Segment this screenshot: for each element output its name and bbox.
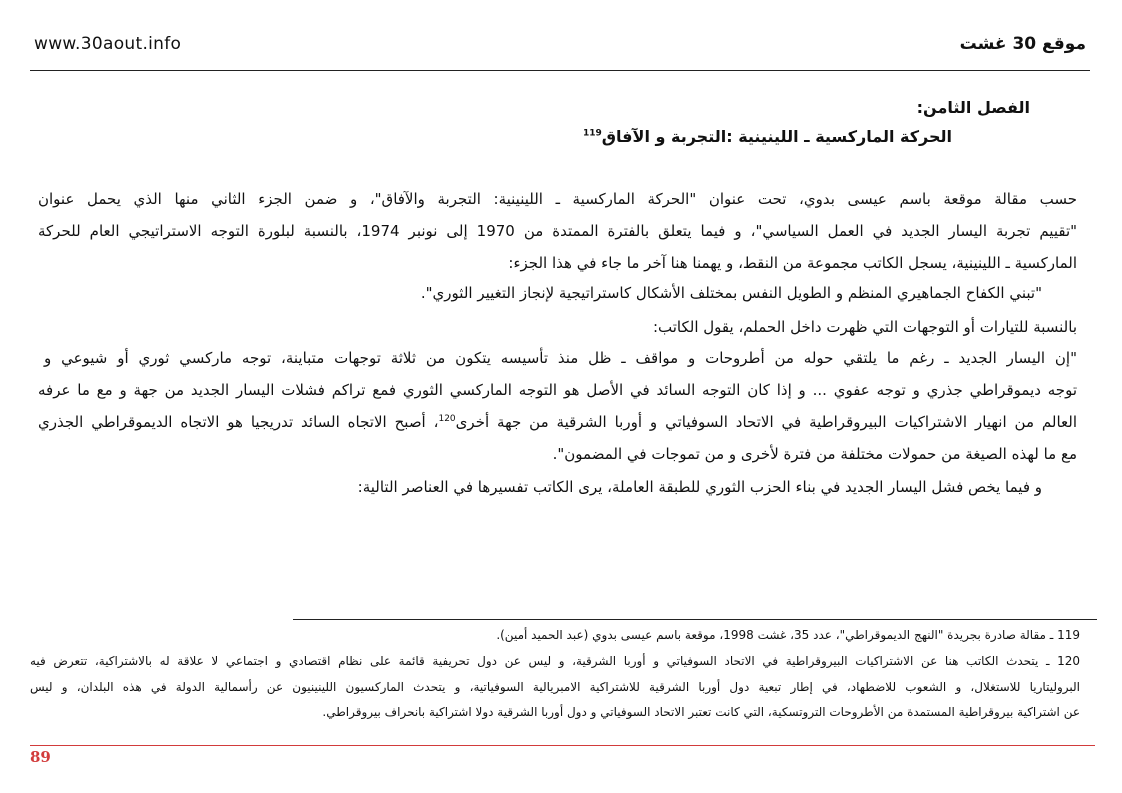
page-number: 89	[30, 748, 51, 766]
paragraph-line: و فيما يخص فشل اليسار الجديد في بناء الحزب الثوري للطبقة العاملة، يرى الكاتب تفسيرها في العناصر التالية:	[357, 478, 1042, 496]
header-site-title: موقع 30 غشت	[959, 34, 1086, 54]
footnote-120: 120 ـ يتحدث الكاتب هنا عن الاشتراكيات البيروقراطية في الاتحاد السوفياتي و أوربا الشرقية، و ليس عن دول تحريفية قائمة على نظام اقتصادي و اجتماعي لا علاقة له بالاشتراكية، تتعرض فيه	[30, 654, 1080, 668]
footnote-divider	[293, 619, 1097, 620]
quote-line: "تبني الكفاح الجماهيري المنظم و الطويل النفس بمختلف الأشكال كاستراتيجية لإنجاز التغيير الثوري".	[420, 284, 1042, 302]
footnote-119: 119 ـ مقالة صادرة بجريدة "النهج الديموقراطي"، عدد 35، غشت 1998، موقعة باسم عيسى بدوي (عبد الحميد أمين).	[496, 628, 1080, 642]
chapter-title-text: الحركة الماركسية ـ اللينينية :التجربة و الآفاق	[601, 127, 952, 146]
chapter-label: الفصل الثامن:	[916, 98, 1030, 117]
page-header	[30, 30, 1090, 72]
quote-line-part: ، أصبح الاتجاه السائد تدريجيا هو الاتجاه الديموقراطي الجذري	[38, 413, 439, 431]
chapter-footnote-ref: 119	[582, 128, 602, 139]
quote-line-part: العالم من انهيار الاشتراكيات البيروقراطية في الاتحاد السوفياتي و أوربا الشرقية من جهة أخرى	[455, 413, 1077, 431]
quote-line: توجه ديموقراطي جذري و توجه عفوي ... و إذا كان التوجه السائد في الأصل هو التوجه الماركسي الثوري فمع تراكم فشلات اليسار الجديد من جهة و مع ما عرفه	[38, 381, 1077, 399]
footnote-120-cont: البروليتاريا للاستغلال، و الشعوب للاضطهاد، في إطار تبعية دول أوربا الشرقية للاشتراكية الامبريالية السوفياتية، و يتحدث الماركسيون اللينينيون عن رأسمالية الدولة في هذه البلدان، و ليس	[30, 680, 1080, 694]
paragraph-line: الماركسية ـ اللينينية، يسجل الكاتب مجموعة من النقط، و يهمنا هنا آخر ما جاء في هذا الجزء:	[508, 254, 1077, 272]
paragraph-line: "تقييم تجربة اليسار الجديد في العمل السياسي"، و فيما يتعلق بالفترة الممتدة من 1970 إلى نونبر 1974، بالنسبة لبلورة التوجه الاستراتيجي العام للحركة	[38, 222, 1078, 240]
footer-divider	[30, 745, 1095, 746]
quote-line: "إن اليسار الجديد ـ رغم ما يلتقي حوله من أطروحات و مواقف ـ ظل منذ تأسيسه يتكون من ثلاثة توجهات متباينة، توجه ماركسي ثوري أو شيوعي و	[44, 349, 1077, 367]
inline-footnote-ref: 120	[438, 414, 456, 424]
paragraph-line: بالنسبة للتيارات أو التوجهات التي ظهرت داخل الحملم، يقول الكاتب:	[652, 318, 1077, 336]
paragraph-line: حسب مقالة موقعة باسم عيسى بدوي، تحت عنوان "الحركة الماركسية ـ اللينينية: التجربة والآفاق"، و ضمن الجزء الثاني منها الذي يحمل عنوان	[38, 190, 1077, 208]
header-site-url: www.30aout.info	[34, 34, 182, 54]
chapter-title	[583, 127, 952, 146]
quote-line	[38, 413, 1077, 431]
quote-line: مع ما لهذه الصيغة من حمولات مختلفة من فترة لأخرى و من تموجات في المضمون".	[552, 445, 1077, 463]
header-divider	[30, 70, 1090, 71]
footnote-120-cont: عن اشتراكية بيروقراطية المستمدة من الأطروحات التروتسكية، التي كانت تعتبر الاتحاد السوفياتي و دول أوربا الشرقية دولا اشتراكية بانحراف بيروقراطي.	[322, 705, 1080, 719]
